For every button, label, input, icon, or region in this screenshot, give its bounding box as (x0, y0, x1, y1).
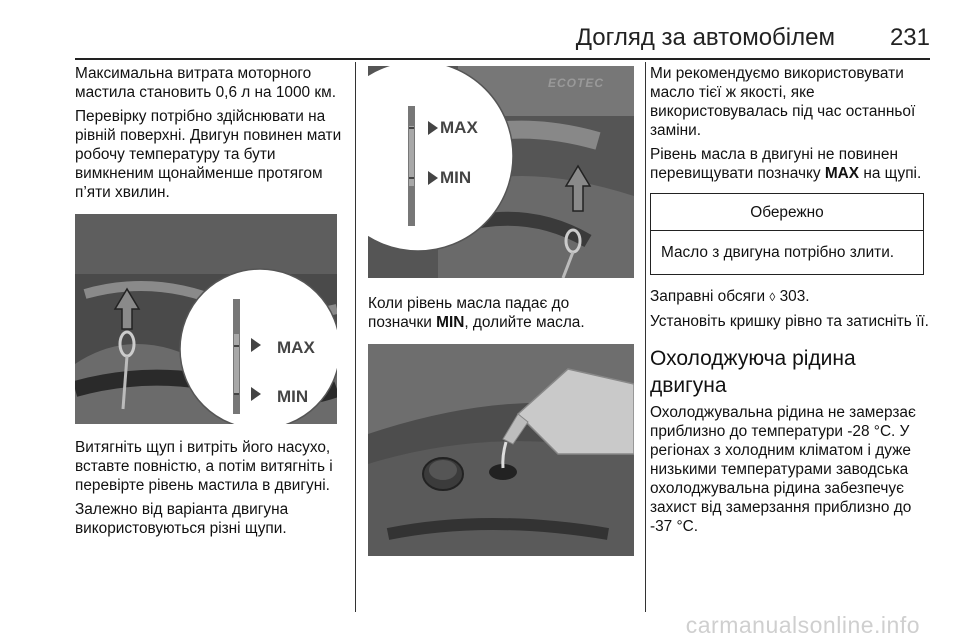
paragraph-check-conditions: Перевірку потрібно здійснювати на рівній поверхні. Двигун повинен мати робочу температуру та бути вимкненим щонайменше протягом п’яти хвилин. (75, 108, 342, 201)
column-2 (368, 64, 634, 556)
capacities-prefix: Заправні обсяги (650, 288, 770, 305)
paragraph-oil-max-level (650, 145, 935, 183)
paragraph-dipstick-instructions: Витягніть щуп і витріть його насухо, вставте повністю, а потім витягніть і перевірте рівень мастила в двигуні. (75, 439, 333, 494)
caution-box (650, 193, 924, 275)
paragraph-dipstick-variants: Залежно від варіанта двигуна використовуються різні щупи. (75, 501, 289, 537)
max-level-suffix: на щупі. (859, 165, 922, 182)
page-reference-icon: ◊ (769, 290, 776, 304)
figure2-max-label: MAX (440, 118, 478, 137)
figure1-max-label: MAX (277, 338, 315, 357)
figure2-min-label: MIN (440, 168, 472, 187)
caption-suffix: , долийте масла. (464, 314, 585, 331)
section-heading-coolant: Охолоджуюча рідина двигуна (650, 347, 856, 397)
figure2-engine-brand: ECOTEC (548, 76, 605, 90)
paragraph-oil-recommendation: Ми рекомендуємо використовувати масло тієї ж якості, яке використовувалась під час останньої заміни. (650, 65, 916, 139)
column-divider-right (645, 62, 646, 612)
max-level-label: MAX (824, 165, 860, 182)
caution-title: Обережно (651, 194, 923, 231)
watermark: carmanualsonline.info (685, 612, 920, 638)
paragraph-install-cap: Установіть кришку рівно та затисніть її. (650, 313, 929, 330)
figure-dipstick-marks (368, 66, 634, 278)
column-divider-left (355, 62, 356, 612)
page-number: 231 (889, 24, 930, 51)
column-1 (75, 64, 345, 543)
caption-oil-min (368, 294, 634, 332)
caption-prefix: Коли рівень масла падає до позначки (368, 295, 570, 331)
max-level-prefix: Рівень масла в двигуні не повинен перевищувати позначку (650, 146, 898, 182)
capacities-page-link[interactable]: 303. (775, 288, 810, 305)
paragraph-oil-consumption: Максимальна витрата моторного мастила становить 0,6 л на 1000 км. (75, 65, 336, 101)
page-title: Догляд за автомобілем (575, 24, 835, 51)
paragraph-capacities-reference (650, 287, 935, 307)
header-rule (75, 58, 930, 60)
caution-text: Масло з двигуна потрібно злити. (661, 244, 895, 261)
figure1-min-label: MIN (277, 387, 309, 406)
column-3 (650, 64, 935, 541)
paragraph-coolant: Охолоджувальна рідина не замерзає приблизно до температури -28 °C. У регіонах з холодним кліматом і дуже низькими температурами заводська охолоджувальна рідина забезпечує захист від замерзання приблизно до -37 °C. (650, 404, 916, 535)
caption-min-label: MIN (436, 314, 465, 331)
figure-pouring-oil (368, 344, 634, 556)
